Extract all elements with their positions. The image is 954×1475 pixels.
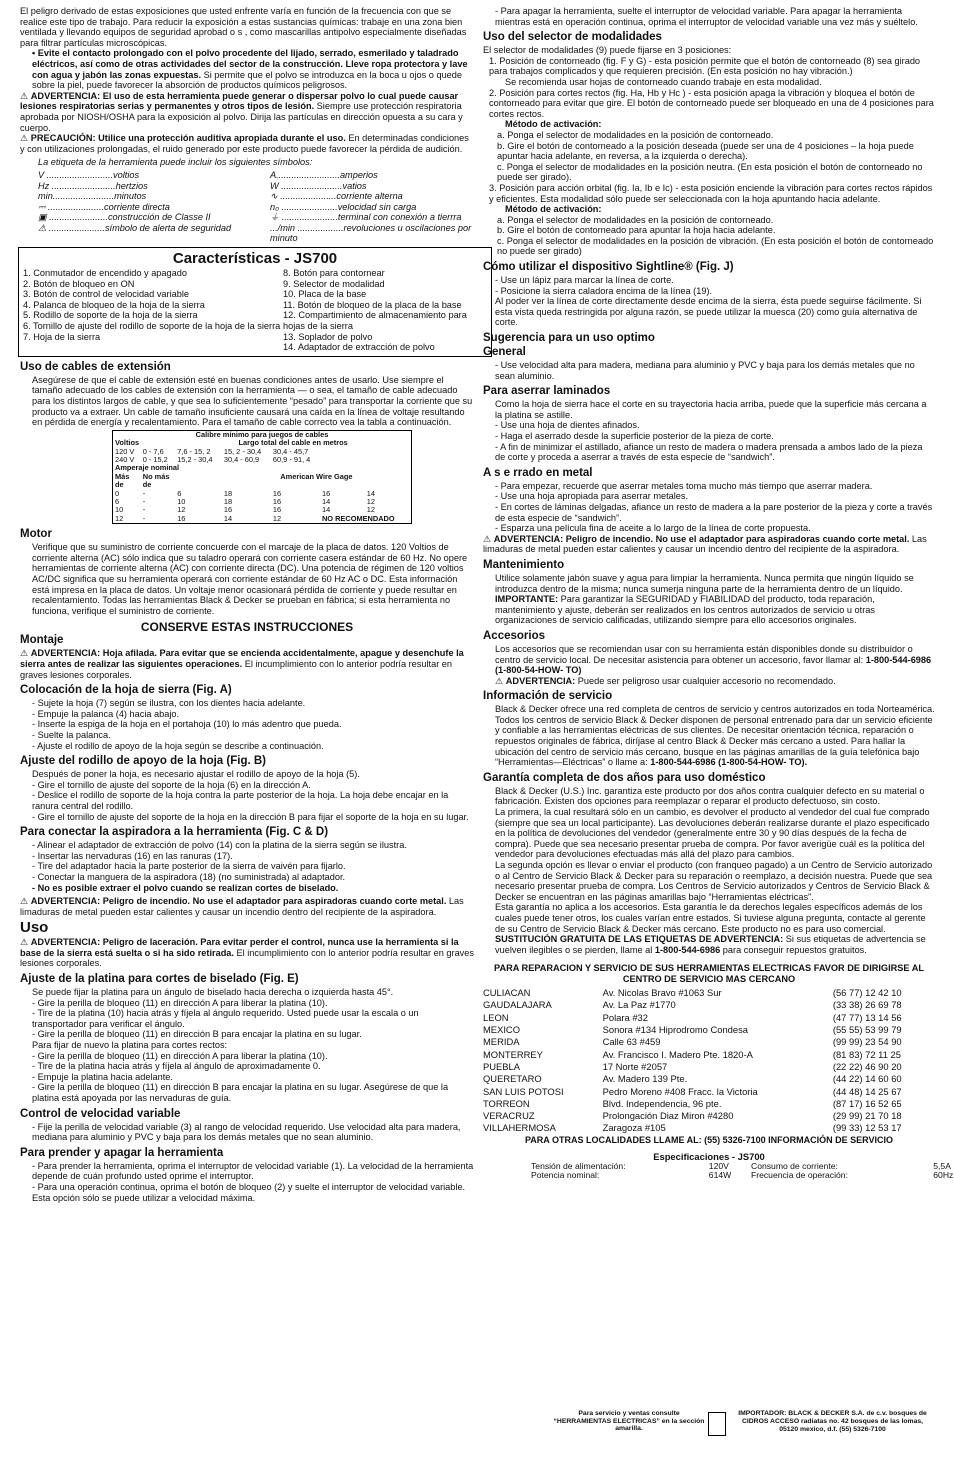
laminados-list [483, 399, 935, 463]
accesorios-text: Los accesorios que se recomiendan usar con su herramienta están disponibles donde su distribuidor o centro de servicio local. De necesitar asistencia para obtener un accesorio, favor llamar al: 1-800-544-6986 (1-800-54-HOW- TO) [495, 643, 932, 676]
list-item: - A fin de minimizar el astillado, afiance un resto de madera o madera prensada a ambos lado de la pieza de corte y proceda a aserrar a través de esta especie de “sandwich”. [495, 441, 923, 463]
list-item: - Empuje la palanca (4) hacia abajo. [32, 708, 180, 719]
prender-title: Para prender y apagar la herramienta [20, 1146, 224, 1159]
conserve-heading: CONSERVE ESTAS INSTRUCCIONES [140, 620, 354, 635]
features-right-list [283, 268, 473, 353]
feature-item: 13. Soplador de polvo [283, 331, 373, 342]
table-cell: VILLAHERMOSA [483, 1122, 556, 1134]
table-cell: 6 [115, 497, 120, 507]
table-cell: 18 [223, 488, 233, 498]
list-item: - Use un lápiz para marcar la línea de corte. [495, 275, 674, 286]
symbol-entry: ⚠ ......................símbolo de alerta de seguridad [38, 222, 232, 233]
footer-importer: IMPORTADOR: BLACK & DECKER S.A. de c.v. bosques de CIDROS ACCESO radiatas no. 42 bosques de las lomas, 05120 mexico, d.f. (55) 5326-7100 [738, 1410, 927, 1433]
features-left-list [23, 268, 283, 353]
table-cell: 12 [272, 513, 282, 523]
table-row [483, 1073, 935, 1085]
table-cell: 16 [272, 488, 282, 498]
velocidad-title: Control de velocidad variable [20, 1107, 181, 1120]
table-cell: (55 55) 53 99 79 [832, 1024, 902, 1036]
table-cell: CULIACAN [483, 987, 531, 999]
footer-service-note: Para servicio y ventas consulte “HERRAMIENTAS ELECTRICAS” en la sección amarilla. [553, 1410, 705, 1433]
sightline-list [483, 275, 935, 328]
list-item: a. Ponga el selector de modalidades en la posición de contorneado. [497, 129, 774, 140]
garantia-sustitucion: SUSTITUCIÓN GRATUITA DE LAS ETIQUETAS DE ADVERTENCIA: Si sus etiquetas de advertencia se vuelven ilegibles o se pierden, llame al 1-800-544-6986 para conseguir repuestos gratuitos. [495, 934, 926, 955]
sugerencia-title: Sugerencia para un uso optimo [483, 332, 655, 345]
list-item: - Use una hoja de dientes afinados. [495, 420, 640, 431]
list-item: - Gire la perilla de bloqueo (11) en dirección A para liberar la platina (10). [32, 1050, 328, 1061]
cable-gauge-table: Calibre mínimo para juegos de cables Voltios Largo total del cable en metros 120 V 0 - 7,6 7,6 - 15, 2 15, 2 - 30,4 30,4 - 45,7 240 V 0 - 15,2 15,2 - 30,4 30,4 - 60,9 60,9 - 91, 4 Amperaje nominal Más No más American Wire Gage de de 0 - 6 18 16 16 14 6 - 10 18 16 14 12 10 - 12 16 16 14 12 12 - 16 14 12 NO RECOMENDADO [112, 430, 412, 524]
table-cell: TORREON [483, 1097, 530, 1109]
feature-item: 8. Botón para contornear [283, 268, 385, 279]
list-item: - Para empezar, recuerde que aserrar metales toma mucho más tiempo que aserrar madera. [495, 480, 873, 491]
table-cell: 120V [708, 1160, 729, 1171]
list-item: - Gire la perilla de bloqueo (11) en dirección B para encajar la platina en su lugar. [32, 1029, 362, 1040]
table-cell: 16 [177, 513, 186, 523]
list-item: - Haga el aserrado desde la superficie posterior de la pieza de corte. [495, 431, 774, 441]
table-cell: PUEBLA [483, 1060, 520, 1072]
list-item: Se recomienda usar hojas de contorneado cuando trabaje en esta modalidad. [505, 76, 822, 87]
feature-item: 6. Tornillo de ajuste del rodillo de soporte de la hoja de la sierra [23, 321, 281, 332]
feature-item: 3. Botón de control de velocidad variable [23, 289, 189, 300]
informacion-title: Información de servicio [483, 690, 613, 703]
table-cell: GAUDALAJARA [483, 999, 552, 1011]
laminados-title: Para aserrar laminados [483, 385, 611, 398]
table-cell: 60Hz [933, 1170, 954, 1181]
features-box [18, 247, 492, 357]
table-cell: QUERETARO [483, 1073, 542, 1085]
motor-title: Motor [20, 528, 52, 541]
list-item: - Gire el tornillo de ajuste del soporte de la hoja en la dirección B para fijar el soporte de la hoja en su lugar. [32, 811, 469, 822]
table-cell: 6 [177, 488, 182, 498]
symbols-list [20, 170, 474, 244]
table-cell: Consumo de corriente: [750, 1160, 838, 1171]
table-row [483, 1036, 935, 1048]
list-item: Método de activación: [505, 119, 602, 130]
table-cell: 10 [177, 497, 186, 507]
uso-title: Uso [20, 919, 49, 937]
list-item: Como la hoja de sierra hace el corte en su trayectoria hacia arriba, puede que la superficie más cercana a la platina se astille. [495, 399, 927, 420]
general-text: - Use velocidad alta para madera, mediana para aluminio y PVC y baja para los demás metales que no sean aluminio. [495, 360, 915, 381]
list-item: Después de poner la hoja, es necesario ajustar el rodillo de apoyo de la hoja (5). [32, 769, 360, 780]
table-cell: Av. Nicolas Bravo #1063 Sur [602, 987, 722, 999]
list-item: 1. Posición de contorneado (fig. F y G) - esta posición permite que el botón de contorneado (8) sea girado para trabajos complicados y que requieren precisión. (En esta posición no hay vibración.) [489, 55, 921, 77]
features-title: Características - JS700 [172, 250, 338, 268]
list-item: b. Gire el botón de contorneado para apuntar la hoja hacia adelante. [497, 225, 776, 236]
table-row [483, 1086, 935, 1098]
general-title: General [483, 346, 526, 359]
table-cell: 30,4 - 45,7 [272, 446, 309, 456]
list-item: - Use una hoja apropiada para aserrar metales. [495, 491, 689, 502]
table-cell: MERIDA [483, 1036, 520, 1048]
table-cell: - [142, 513, 146, 523]
table-cell: 16 [272, 505, 282, 515]
table-row [483, 987, 935, 999]
dust-warning: ⚠ ADVERTENCIA: El uso de esta herramienta puede generar o dispersar polvo lo cual puede causar lesiones respiratorias serias y permanentes y otros tipos de lesión. Siempre use protección respiratoria aprobada por NIOSH/OSHA para la exposición al polvo. Dirija las partículas en dirección opuesta a su cara y cuerpo. [20, 91, 474, 133]
list-item: 3. Posición para acción orbital (fig. Ia, Ib e Ic) - esta posición enciende la vibración para cortes rectos rápidos y eficientes. Esta modalidad sólo puede ser seleccionada con la hoja apuntando hacia adelante. [489, 182, 933, 204]
table-cell: 16 [321, 488, 331, 498]
list-item: Se puede fijar la platina para un ángulo de biselado hacia derecha o izquierda hasta 45°. [32, 987, 394, 998]
table-cell: 15, 2 - 30,4 [223, 446, 262, 456]
table-cell: 614W [708, 1170, 732, 1181]
list-item: b. Gire el botón de contorneado a la posición deseada (puede ser una de 4 posiciones – la hoja puede apuntar hacia adelante, en reversa, a la izquierda o derecha). [497, 140, 914, 162]
list-item: - En cortes de láminas delgadas, afiance un resto de madera a la pare posterior de la pieza y corte a través de esta especie de “sandwich”. [495, 501, 933, 523]
list-item: - Empuje la platina hacia adelante. [32, 1071, 173, 1082]
dust-bullet: • Evite el contacto prolongado con el polvo procedente del lijado, serrado, esmerilado y taladrado eléctricos, así como de otras actividades del sector de la construcción. Lleve ropa protectora y lave con agua y jabón las zonas expuestas. Si permite que el polvo se introduzca en la boca u ojos o quede sobre la piel, puede favorecer la absorción de productos químicos peligrosos. [32, 48, 468, 91]
table-cell: 12 [115, 513, 124, 523]
symbol-entry: ⏚ ......................terminal con conexión a tierrra [270, 212, 462, 223]
table-cell: - [142, 497, 146, 507]
garantia-text [483, 786, 935, 934]
list-item: - Deslice el rodillo de soporte de la hoja contra la parte posterior de la hoja. La hoja debe encajar en la ranura central del rodillo. [32, 790, 449, 811]
table-cell: 120 V [115, 446, 135, 456]
table-row [113, 515, 412, 524]
table-cell: 0 [115, 488, 120, 498]
table-cell: 12 [366, 505, 376, 515]
feature-item: 11. Botón de bloqueo de la placa de la base [283, 299, 462, 310]
accesorios-title: Accesorios [483, 629, 546, 642]
symbol-entry: W ........................vatios [270, 180, 367, 191]
table-cell: Av. Francisco I. Madero Pte. 1820-A [602, 1048, 753, 1060]
table-cell: MEXICO [483, 1024, 520, 1036]
list-item: - Suelte la palanca. [32, 729, 111, 740]
prender-list [20, 1161, 474, 1203]
table-cell: 10 [115, 505, 124, 515]
list-item: - Sujete la hoja (7) según se ilustra, con los dientes hacia adelante. [32, 698, 306, 709]
paragraph: Esta garantía no aplica a los accesorios. Esta garantía le da derechos legales específicos además de los cuales puede tener otros, los cuales varían entre estados. Si tuviese alguna pregunta, contacte al gerente de su Centro de Servicio Black & Decker más cercano. Este producto no es para uso comercial. [495, 902, 926, 934]
table-cell: SAN LUIS POTOSI [483, 1085, 564, 1097]
table-row [483, 1110, 935, 1122]
feature-item: 2. Botón de bloqueo en ON [23, 278, 135, 289]
table-cell: Blvd. Independencia, 96 pte. [602, 1097, 722, 1109]
sightline-title: Cómo utilizar el dispositivo Sightline® (Fig. J) [483, 261, 734, 274]
colocacion-title: Colocación de la hoja de sierra (Fig. A) [20, 684, 232, 697]
table-row [483, 1098, 935, 1110]
table-cell: Sonora #134 Hiprodromo Condesa [602, 1024, 749, 1036]
table-cell: NO RECOMENDADO [321, 513, 395, 523]
table-cell: Potencia nominal: [531, 1170, 600, 1181]
symbol-entry: min........................minutos [38, 191, 147, 202]
list-item: Al poder ver la línea de corte directamente desde encima de la sierra, ésta puede seguirse fácilmente. Si esta vista queda restringida por alguna razón, se puede utilizar la muesca (20) como guía alternativa de corte. [495, 296, 922, 328]
table-cell: - [142, 505, 146, 515]
metal-list [483, 481, 935, 534]
velocidad-text: - Fije la perilla de velocidad variable (3) al rango de velocidad requerido. Use velocidad alta para madera, mediana para aluminio y PVC y baja para los demás metales que no sean aluminio. [32, 1121, 461, 1143]
table-cell: 5,5A [933, 1160, 951, 1171]
table-row [483, 999, 935, 1011]
feature-item: 14. Adaptador de extracción de polvo [283, 342, 435, 353]
table-cell: 15,2 - 30,4 [177, 455, 213, 464]
service-footer: PARA OTRAS LOCALIDADES LLAME AL: (55) 5326-7100 INFORMACIÓN DE SERVICIO [524, 1134, 894, 1145]
list-item: Método de activación: [505, 204, 602, 215]
table-cell: Av. Madero 139 Pte. [602, 1073, 688, 1085]
aspiradora-list [20, 840, 474, 882]
table-cell: 16 [223, 505, 233, 515]
table-cell: (22 22) 46 90 20 [832, 1060, 902, 1072]
list-item: c. Ponga el selector de modalidades en la posición neutra. (En esta posición el botón de contorneado no puede ser girado). [497, 161, 923, 183]
right-column [483, 6, 954, 1181]
symbol-entry: V ..........................voltios [38, 169, 140, 180]
table-cell: Tensión de alimentación: [531, 1160, 626, 1171]
symbol-entry: ▣ .......................construcción de Classe II [38, 212, 211, 223]
spec-table [531, 1162, 954, 1181]
motor-text: Verifique que su suministro de corriente concuerde con el marcaje de la placa de datos. 120 Voltios de corriente alterna (AC) sólo indica que su taladro operará con corriente casera estándar de 60 Hz. No opere herramientas de corriente alterna (AC) con corriente directa (DC). Una potencia de régimen de 120 voltios AC/DC significa que su herramienta operará con corriente estándar de 60 Hz AC o DC. Esta información está impresa en la placa de datos. Un voltaje menor ocasionará pérdida de corriente y puede resultar en recalentamiento. Todas las herramientas Black & Decker se prueban en fábrica; si esta herramienta no funciona, verifique el suministro de corriente. [32, 542, 468, 616]
service-header: PARA REPARACION Y SERVICIO DE SUS HERRAMIENTAS ELECTRICAS FAVOR DE DIRIGIRSE AL CENTRO DE SERVICIO MAS CERCANO [494, 963, 924, 984]
aspiradora-warning: ⚠ ADVERTENCIA: Peligro de incendio. No use el adaptador para aspiradoras cuando corte metal. Las limaduras de metal pueden estar calientes y causar un incendio dentro del recipiente de la aspiradora. [20, 896, 474, 917]
rodillo-title: Ajuste del rodillo de apoyo de la hoja (Fig. B) [20, 755, 266, 768]
garantia-title: Garantía completa de dos años para uso doméstico [483, 771, 766, 784]
table-row [531, 1171, 954, 1181]
informacion-text: Black & Decker ofrece una red completa de centros de servicio y centros autorizados en toda Norteamérica. Todos los centros de servicio Black & Decker disponen de personal entrenado para dar un servicio eficiente y confiable a las herramientas eléctricas de sus clientes. De necesitar orientación técnica, reparación o repuestos originales de fábrica, diríjase al centro Black & Decker más cercano a usted. Para hallar la ubicación del centro de servicio más cercano, busque en las páginas amarillas de la guía telefónica bajo “Herramientas—Eléctricas” o llame a: 1-800-544-6986 (1-800-54-HOW- TO). [495, 704, 935, 768]
aspiradora-last: - No es posible extraer el polvo cuando se realizan cortes de biselado. [32, 882, 339, 893]
table-cell: 16 [272, 497, 282, 507]
feature-item: 4. Palanca de bloqueo de la hoja de la sierra [23, 299, 205, 310]
metal-title: A s e rrado en metal [483, 466, 593, 479]
uso-warning: ⚠ ADVERTENCIA: Peligro de laceración. Para evitar perder el control, nunca use la herramienta si la base de la sierra está suelta o si ha sido retirada. El incumplimiento con lo anterior podría resultar en graves lesiones corporales. [20, 937, 474, 969]
table-cell: (44 22) 14 60 60 [832, 1073, 902, 1085]
paragraph: La segunda opción es llevar o enviar el producto (con franqueo pagado) a un Centro de Servicio autorizado o al Centro de Servicio Black & Decker para su reparación o reemplazo, a decisión nuestra. Puede que sea necesario presentar prueba de compra. Los Centros de Servicio autorizados y Centros de Servicio Black & Decker se encuentran en las páginas amarillas bajo “Herramientas eléctricas”. [495, 860, 933, 902]
bisel-title: Ajuste de la platina para cortes de biselado (Fig. E) [20, 973, 299, 986]
symbol-entry: Hz .........................hertzios [38, 180, 148, 191]
list-item: 2. Posición para cortes rectos (fig. Ha, Hb y Hc ) - esta posición apaga la vibración y bloquea el botón de contorneado para evitar que gire. El botón de contorneado puede ser bloqueado en una de 4 posiciones para cortes rectos. [489, 87, 934, 119]
selector-list [483, 45, 935, 257]
mantenimiento-text: Utilice solamente jabón suave y agua para limpiar la herramienta. Nunca permita que ningún líquido se introduzca dentro de la misma; nunca sumerja ninguna parte de la herramienta dentro de un líquido. [495, 572, 914, 594]
table-cell: 0 - 15,2 [142, 455, 168, 464]
extension-text: Asegúrese de que el cable de extensión esté en buenas condiciones antes de usarlo. Use siempre el tamaño adecuado de los cables de extensión con la herramienta — o sea, el tamaño de cable adecuado para los distintos largos de cable, y que sea lo suficientemente “pesado” para transportar la corriente que su producto va a extraer. Un cable de tamaño insuficiente causará una caída en la línea de voltaje resultando en pérdida de energía y recalentamiento. Para el tamaño de cable correcto vea la tabla a continuación. [32, 374, 473, 428]
list-item: - Ajuste el rodillo de apoyo de la hoja según se describe a continuación. [32, 740, 324, 751]
list-item: - Conectar la manguera de la aspiradora (18) (no suministrada) al adaptador. [32, 871, 346, 882]
table-cell: 12 [366, 497, 376, 507]
list-item: El selector de modalidades (9) puede fijarse en 3 posiciones: [483, 45, 732, 56]
list-item: - Posicione la sierra caladora encima de la línea (19). [495, 285, 713, 296]
table-cell: (99 33) 12 53 17 [832, 1122, 902, 1134]
table-row [483, 1024, 935, 1036]
accesorios-warning: ⚠ ADVERTENCIA: Puede ser peligroso usar cualquier accesorio no recomendado. [483, 676, 935, 687]
list-item: a. Ponga el selector de modalidades en la posición de contorneado. [497, 214, 774, 225]
table-cell: 0 - 7,6 [142, 446, 164, 456]
table-row [483, 1049, 935, 1061]
table-cell: VERACRUZ [483, 1110, 535, 1122]
symbol-entry: A.........................amperios [270, 169, 378, 180]
table-cell: (33 38) 26 69 78 [832, 999, 902, 1011]
table-cell: Av. La Paz #1770 [602, 999, 676, 1011]
table-cell: MONTERREY [483, 1048, 543, 1060]
list-item: - Para prender la herramienta, oprima el interruptor de velocidad variable (1). La velocidad de la herramienta depende de cuán profundo usted oprime el interruptor. [32, 1160, 474, 1182]
list-item: - Esparza una película fina de aceite a lo largo de la línea de corte propuesta. [495, 523, 811, 534]
feature-item: 1. Conmutador de encendido y apagado [23, 268, 187, 279]
table-cell: 14 [223, 513, 233, 523]
paragraph: Black & Decker (U.S.) Inc. garantiza este producto por dos años contra cualquier defecto en su material o fabricación. Existen dos opciones para reemplazar o reparar el producto defectuoso, sin costo. [495, 785, 925, 807]
feature-item: 7. Hoja de la sierra [23, 331, 101, 342]
table-cell: 240 V [115, 455, 135, 464]
table-cell: Prolongación Diaz Miron #4280 [602, 1110, 734, 1122]
table-cell: (99 99) 23 54 90 [832, 1036, 902, 1048]
table-cell: (44 48) 14 25 67 [832, 1085, 902, 1097]
table-cell: Calle 63 #459 [602, 1036, 661, 1048]
table-cell: LEON [483, 1011, 509, 1023]
table-cell: Pedro Moreno #408 Fracc. la Victoria [602, 1085, 758, 1097]
table-row [483, 1122, 935, 1134]
list-item: - Inserte la espiga de la hoja en el portahoja (10) lo más adentro que pueda. [32, 719, 342, 730]
list-item: - Tire de la platina (10) hacia atrás y fíjela al ángulo requerido. Usted puede usar la escala o un transportador para verificar el ángulo. [32, 1008, 419, 1029]
apagar-text: - Para apagar la herramienta, suelte el interruptor de velocidad variable. Para apagar la herramienta mientras está en operación continua, oprima el interruptor de velocidad variable una vez más y suéltelo. [495, 6, 918, 27]
montaje-title: Montaje [20, 634, 64, 647]
feature-item: 9. Selector de modalidad [283, 278, 385, 289]
metal-warning: ⚠ ADVERTENCIA: Peligro de incendio. No use el adaptador para aspiradoras cuando corte metal. Las limaduras de metal pueden estar calientes y causar un incendio dentro del recipiente de la aspiradora. [483, 534, 935, 555]
list-item: c. Ponga el selector de modalidades en la posición de vibración. (En esta posición el botón de contorneado no puede ser girado) [497, 235, 934, 257]
table-cell: 7,6 - 15, 2 [177, 446, 211, 456]
paragraph: La primera, la cual resultará sólo en un cambio, es devolver el producto al vendedor del cual fue comprado (siempre que sea un local participante). Las devoluciones deberán realizarse durante el plazo especificado en la política de devoluciones del vendedor (generalmente entre 30 y 90 días después de la fecha de compra). Puede que sea necesario presentar prueba de compra. Por favor averigüe cuál es la política del vendedor para devoluciones efectuadas más allá del plazo para cambios. [495, 807, 930, 860]
mantenimiento-important: IMPORTANTE: Para garantizar la SEGURIDAD y FIABILIDAD del producto, toda reparación, mantenimiento y ajuste, deberán ser realizados en los centros autorizados de servicio u otras organizaciones de servicio calificadas, utilizando siempre para ello accesorios originales. [495, 594, 875, 626]
extension-title: Uso de cables de extensión [20, 360, 171, 373]
list-item: - Para una operación continua, oprima el botón de bloqueo (2) y suelte el interruptor de velocidad variable. Esta opción sólo se puede utilizar a velocidad máxima. [32, 1181, 466, 1203]
table-cell: 12 [177, 505, 186, 515]
table-cell: 14 [321, 497, 331, 507]
spec-title: Especificaciones - JS700 [653, 1150, 765, 1162]
symbol-entry: .../min ..................revoluciones u oscilaciones por minuto [270, 222, 472, 244]
list-item: - Gire el tornillo de ajuste del soporte de la hoja (6) en la dirección A. [32, 779, 311, 790]
left-column [20, 6, 474, 1203]
colocacion-list [20, 698, 474, 751]
rodillo-list [20, 769, 474, 822]
list-item: - Tire de la platina hacia atrás y fíjela al ángulo de aproximadamente 0. [32, 1061, 321, 1072]
table-cell: 30,4 - 60,9 [223, 455, 260, 464]
table-cell: Frecuencia de operación: [750, 1170, 848, 1181]
table-cell: - [142, 488, 146, 498]
symbol-entry: ∿ ......................corriente alterna [270, 191, 403, 202]
hearing-caution: ⚠ PRECAUCIÓN: Utilice una protección auditiva apropiada durante el uso. En determinadas condiciones y con utilizaciones prolongadas, el ruido generado por este producto puede favorecer la pérdida de audición. [20, 133, 474, 154]
bisel-list [20, 987, 474, 1104]
table-row [483, 1061, 935, 1073]
table-cell: (47 77) 13 14 56 [832, 1011, 902, 1023]
table-cell: Zaragoza #105 [602, 1122, 666, 1134]
feature-item: 5. Rodillo de soporte de la hoja de la sierra [23, 310, 198, 321]
montaje-warning: ⚠ ADVERTENCIA: Hoja afilada. Para evitar que se encienda accidentalmente, apague y desenchufe la sierra antes de realizar las siguientes operaciones. El incumplimiento con lo anterior podría resultar en graves lesiones corporales. [20, 648, 474, 680]
table-row [483, 1012, 935, 1024]
service-centers-table [483, 987, 935, 1135]
book-icon [708, 1412, 726, 1436]
list-item: - Alinear el adaptador de extracción de polvo (14) con la platina de la sierra según se ilustra. [32, 840, 407, 851]
table-cell: 17 Norte #2057 [602, 1060, 668, 1072]
selector-title: Uso del selector de modalidades [483, 31, 662, 44]
list-item: Para fijar de nuevo la platina para cortes rectos: [32, 1040, 228, 1051]
table-cell: 60,9 - 91, 4 [272, 455, 311, 464]
intro-paragraph: El peligro derivado de estas exposiciones que usted enfrente varía en función de la frecuencia con que se realice este tipo de trabajo. Para reducir la exposición a estas sustancias químicas: trabaje en una zona bien ventilada y llevando equipos de seguridad aprobad o s , como mascarillas antipolvo especialmente diseñadas para filtrar partículas microscópicas. [20, 6, 467, 48]
table-cell: 14 [321, 505, 331, 515]
table-cell: 14 [366, 488, 376, 498]
feature-item: 12. Compartimiento de almacenamiento para hojas de la sierra [283, 310, 467, 332]
table-cell: (56 77) 12 42 10 [832, 987, 902, 999]
symbols-intro: La etiqueta de la herramienta puede incluir los siguientes símbolos: [38, 157, 313, 168]
table-cell: (87 17) 16 52 65 [832, 1097, 902, 1109]
symbol-entry: n₀ ......................velocidad sin carga [270, 201, 417, 212]
table-cell: (29 99) 21 70 18 [832, 1110, 902, 1122]
aspiradora-title: Para conectar la aspiradora a la herramienta (Fig. C & D) [20, 826, 329, 839]
table-cell: 18 [223, 497, 233, 507]
list-item: - Tire del adaptador hacia la parte posterior de la sierra de vaivén para fijarlo. [32, 861, 346, 872]
list-item: - Gire la perilla de bloqueo (11) en dirección B para encajar la platina en su lugar. Asegúrese de que la platina está apoyada por las nervaduras de guía. [32, 1082, 449, 1103]
feature-item: 10. Placa de la base [283, 289, 367, 300]
list-item: - Insertar las nervaduras (16) en las ranuras (17). [32, 850, 233, 861]
list-item: - Gire la perilla de bloqueo (11) en dirección A para liberar la platina (10). [32, 997, 328, 1008]
symbol-entry: ⎓ ......................corriente directa [38, 201, 170, 212]
table-cell: (81 83) 72 11 25 [832, 1048, 901, 1060]
table-cell: Polara #32 [602, 1011, 648, 1023]
mantenimiento-title: Mantenimiento [483, 558, 565, 571]
